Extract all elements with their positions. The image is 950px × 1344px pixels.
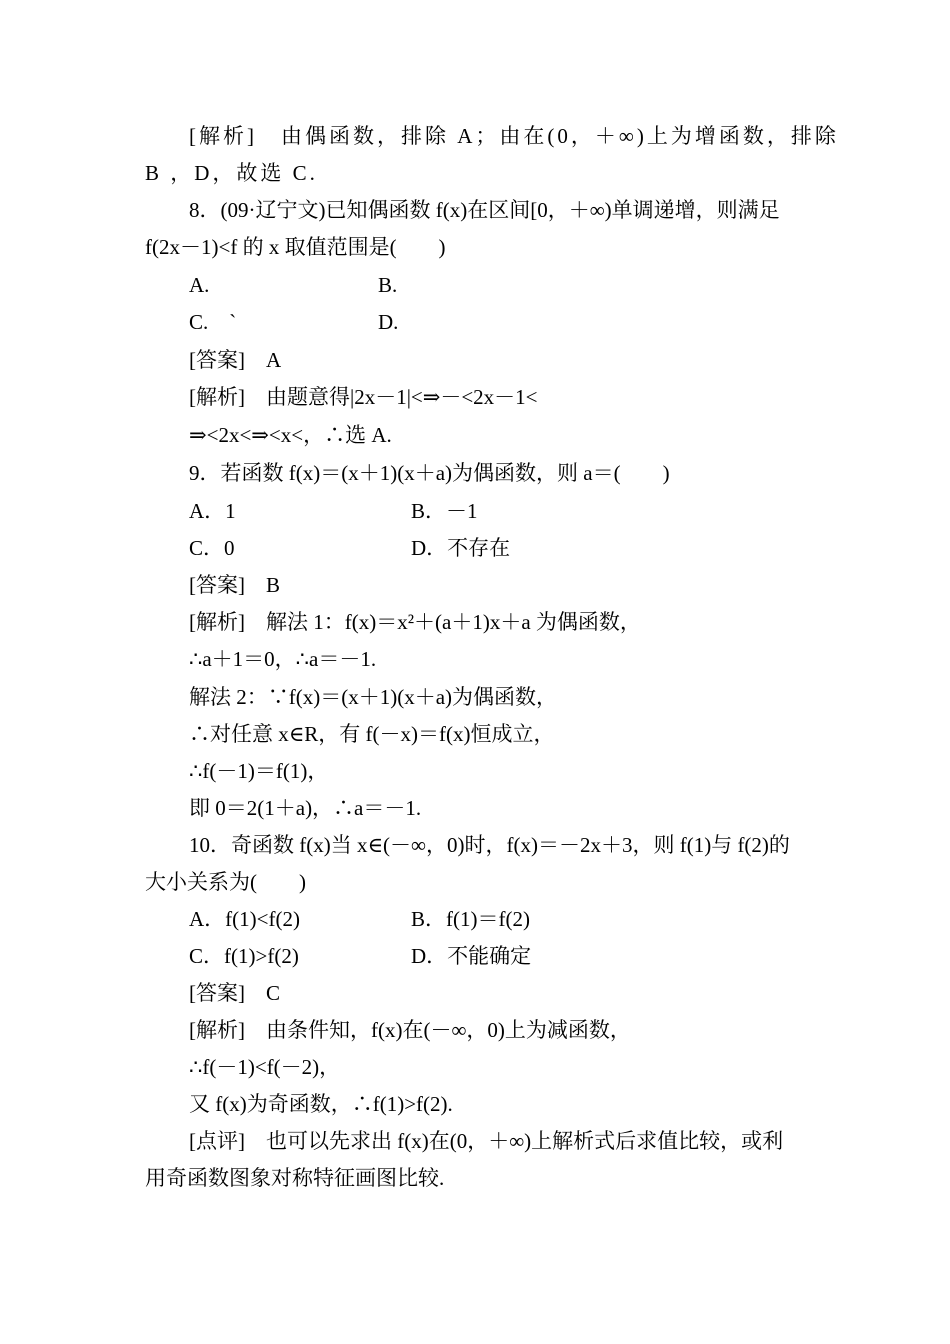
q8-analysis-line1: [解析] 由题意得|2x－1|<⇒－<2x－1< — [189, 385, 538, 409]
q9-option-c: C．0 — [189, 536, 235, 560]
q8-option-a: A. — [189, 273, 210, 297]
q9-analysis-line2: ∴a＋1＝0，∴a＝－1. — [189, 647, 377, 671]
q10-stem-line2: 大小关系为( ) — [145, 870, 306, 894]
q8-stem-line2: f(2x－1)<f 的 x 取值范围是( ) — [145, 235, 446, 259]
q10-stem-line1: 10．奇函数 f(x)当 x∈(－∞，0)时，f(x)＝－2x＋3，则 f(1)与 f(2)的 — [189, 833, 790, 857]
q9-stem: 9．若函数 f(x)＝(x＋1)(x＋a)为偶函数，则 a＝( ) — [189, 461, 670, 485]
q9-option-d: D．不存在 — [411, 536, 511, 560]
q9-option-b: B．－1 — [411, 499, 478, 523]
q8-stem-line1: 8．(09·辽宁文)已知偶函数 f(x)在区间[0，＋∞)单调递增，则满足 — [189, 198, 780, 222]
q9-analysis-line5: ∴f(－1)＝f(1)， — [189, 759, 329, 783]
q10-option-b: B．f(1)＝f(2) — [411, 907, 530, 931]
q8-answer: [答案] A — [189, 348, 282, 372]
q10-comment-line2: 用奇函数图象对称特征画图比较. — [145, 1166, 445, 1190]
q9-analysis-line4: ∴对任意 x∈R，有 f(－x)＝f(x)恒成立， — [189, 722, 555, 746]
q9-answer: [答案] B — [189, 573, 280, 597]
q10-comment-line1: [点评] 也可以先求出 f(x)在(0，＋∞)上解析式后求值比较，或利 — [189, 1129, 784, 1153]
q9-analysis-line3: 解法 2：∵f(x)＝(x＋1)(x＋a)为偶函数， — [189, 685, 558, 709]
q8-option-c: C. ` — [189, 310, 237, 334]
q7-analysis-line1: [解析] 由偶函数，排除 A；由在(0，＋∞)上为增函数，排除 — [189, 124, 839, 148]
q8-option-b: B. — [378, 273, 398, 297]
q9-analysis-line1: [解析] 解法 1：f(x)＝x²＋(a＋1)x＋a 为偶函数， — [189, 610, 641, 634]
q9-option-a: A．1 — [189, 499, 236, 523]
q10-option-c: C．f(1)>f(2) — [189, 944, 299, 968]
q7-analysis-line2: B ，D，故选 C. — [145, 161, 318, 185]
q8-analysis-line2: ⇒<2x<⇒<x<，∴选 A. — [189, 423, 392, 447]
q10-analysis-line2: ∴f(－1)<f(－2)， — [189, 1055, 341, 1079]
q10-option-d: D．不能确定 — [411, 944, 532, 968]
q9-analysis-line6: 即 0＝2(1＋a)，∴a＝－1. — [189, 796, 422, 820]
q10-answer: [答案] C — [189, 981, 280, 1005]
q8-option-d: D. — [378, 310, 399, 334]
q10-analysis-line3: 又 f(x)为奇函数，∴f(1)>f(2). — [189, 1092, 453, 1116]
q10-analysis-line1: [解析] 由条件知，f(x)在(－∞，0)上为减函数， — [189, 1018, 631, 1042]
q10-option-a: A．f(1)<f(2) — [189, 907, 300, 931]
